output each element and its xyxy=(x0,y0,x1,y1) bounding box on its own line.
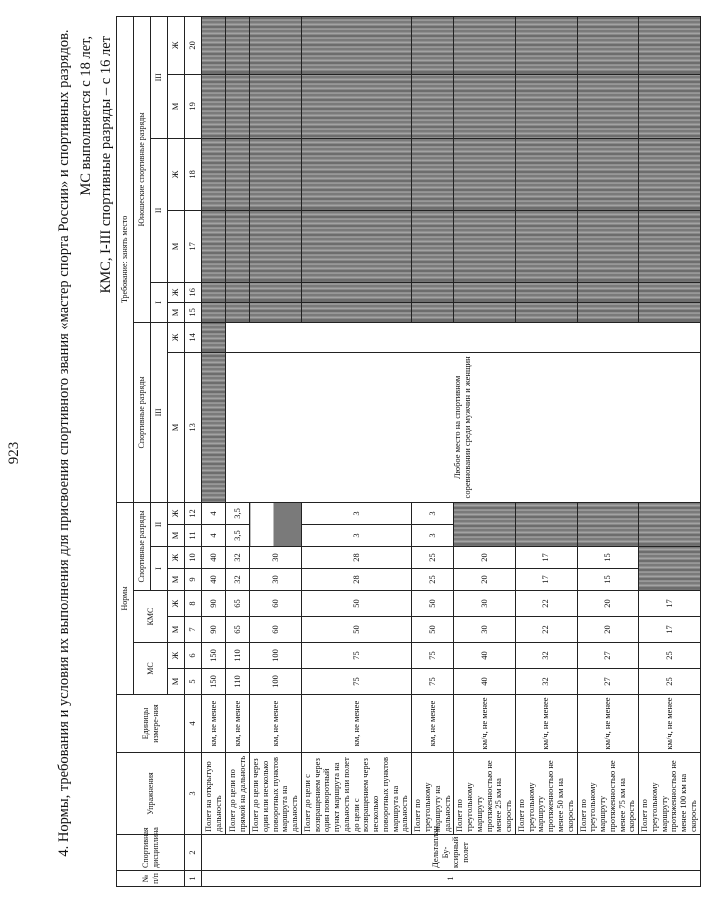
shaded-cell xyxy=(226,282,250,302)
shaded-cell xyxy=(250,138,302,210)
rank-i-m: 28 xyxy=(301,569,411,591)
kms-zh: 30 xyxy=(454,591,516,617)
shaded-cell xyxy=(454,282,516,302)
ms-m: 110 xyxy=(226,669,250,695)
shaded-cell xyxy=(639,282,701,302)
shaded-cell xyxy=(250,16,302,74)
col-number: 6 xyxy=(185,643,202,669)
col-number: 14 xyxy=(185,322,202,352)
ms-m: 32 xyxy=(515,669,577,695)
col-number: 12 xyxy=(185,502,202,524)
shaded-cell xyxy=(639,74,701,138)
header-sport-ranks-2: Спортивные разряды xyxy=(134,322,151,502)
col-number: 18 xyxy=(185,138,202,210)
rank-i-m: 20 xyxy=(454,569,516,591)
unit: км/ч, не менее xyxy=(577,695,639,753)
ms-m: 75 xyxy=(412,669,454,695)
exercise-name: Полет по треугольному маршруту протяженностью не менее 75 км на скорость xyxy=(577,753,639,835)
shaded-cell xyxy=(515,282,577,302)
shaded-cell xyxy=(639,502,701,546)
kms-zh: 90 xyxy=(202,591,226,617)
shaded-cell xyxy=(226,138,250,210)
exercise-name: Полет по треугольному маршруту протяженностью не менее 100 км на скорость xyxy=(639,753,701,835)
header-gender-zh: Ж xyxy=(168,643,185,669)
kms-m: 50 xyxy=(301,617,411,643)
rank-ii-empty xyxy=(250,502,302,546)
header-sport-ranks: Спортивные разряды xyxy=(134,502,151,590)
shaded-cell xyxy=(577,502,639,546)
ms-zh: 100 xyxy=(250,643,302,669)
ms-m: 27 xyxy=(577,669,639,695)
col-number: 4 xyxy=(185,695,202,753)
rank-ii-m: 4 xyxy=(202,525,226,547)
shaded-cell xyxy=(412,74,454,138)
rank-iii-note: Любое место на спортивном соревновании среди мужчин и женщин xyxy=(226,352,701,502)
kms-zh: 17 xyxy=(639,591,701,617)
exercise-name: Полет на открытую дальность xyxy=(202,753,226,835)
shaded-cell xyxy=(202,138,226,210)
shaded-cell xyxy=(412,16,454,74)
unit: км/ч, не менее xyxy=(639,695,701,753)
rank-iii-zh-empty xyxy=(226,322,701,352)
rank-ii-zh: 3,5 xyxy=(226,502,250,524)
header-youth-ranks: Юношеские спортивные разряды xyxy=(134,16,151,322)
shaded-cell xyxy=(515,16,577,74)
unit: км, не менее xyxy=(301,695,411,753)
unit: км, не менее xyxy=(202,695,226,753)
shaded-cell xyxy=(250,74,302,138)
ms-m: 75 xyxy=(301,669,411,695)
header-gender-zh: Ж xyxy=(168,322,185,352)
kms-m: 17 xyxy=(639,617,701,643)
ms-zh: 27 xyxy=(577,643,639,669)
page-number: 923 xyxy=(6,441,22,465)
header-place-requirement: Требование: занять место xyxy=(117,16,134,502)
unit: км, не менее xyxy=(250,695,302,753)
header-gender-zh: Ж xyxy=(168,16,185,74)
shaded-cell xyxy=(202,282,226,302)
header-gender-zh: Ж xyxy=(168,282,185,302)
col-number: 15 xyxy=(185,302,202,322)
ms-m: 150 xyxy=(202,669,226,695)
shaded-cell xyxy=(577,16,639,74)
header-youth-iii: III xyxy=(151,16,168,138)
shaded-cell xyxy=(301,302,411,322)
norms-table xyxy=(116,16,701,887)
ms-zh: 110 xyxy=(226,643,250,669)
ms-zh: 150 xyxy=(202,643,226,669)
shaded-cell xyxy=(412,138,454,210)
header-gender-m: М xyxy=(168,617,185,643)
section-title: 4. Нормы, требования и условия их выполнения для присвоения спортивного звания «мастер спорта России» и спортивных разрядов. xyxy=(56,29,72,857)
kms-m: 50 xyxy=(412,617,454,643)
kms-m: 60 xyxy=(250,617,302,643)
exercise-name: Полет по треугольному маршруту протяженностью не менее 25 км на скорость xyxy=(454,753,516,835)
shaded-cell xyxy=(202,210,226,282)
shaded-cell xyxy=(202,74,226,138)
rank-ii-m: 3,5 xyxy=(226,525,250,547)
shaded-cell xyxy=(639,210,701,282)
shaded-cell xyxy=(515,74,577,138)
kms-zh: 20 xyxy=(577,591,639,617)
table-row xyxy=(202,16,226,886)
header-rank-ii: II xyxy=(151,502,168,546)
shaded-cell xyxy=(454,16,516,74)
col-number: 2 xyxy=(185,835,202,871)
header-kms: КМС xyxy=(134,591,168,643)
ms-m: 25 xyxy=(639,669,701,695)
rank-ii-zh: 3 xyxy=(412,502,454,524)
header-gender-m: М xyxy=(168,352,185,502)
shaded-cell xyxy=(577,74,639,138)
shaded-cell xyxy=(226,74,250,138)
exercise-name: Полет по треугольному маршруту на дальность xyxy=(412,753,454,835)
rank-ii-zh: 3 xyxy=(301,502,411,524)
rank-ii-zh: 4 xyxy=(202,502,226,524)
shaded-cell xyxy=(515,302,577,322)
col-number: 17 xyxy=(185,210,202,282)
shaded-cell xyxy=(412,210,454,282)
shaded-cell xyxy=(250,282,302,302)
rank-i-zh: 15 xyxy=(577,547,639,569)
header-youth-ii: II xyxy=(151,138,168,282)
header-rank-i: I xyxy=(151,547,168,591)
shaded-cell xyxy=(577,138,639,210)
shaded-cell xyxy=(301,138,411,210)
unit: км/ч, не менее xyxy=(515,695,577,753)
shaded-cell xyxy=(301,282,411,302)
exercise-name: Полет до цели с возвращением через один поворотный пункт маршрута на дальность или полет до цели с возвращением через несколько поворотных пунктов маршрута на дальность xyxy=(301,753,411,835)
shaded-cell xyxy=(250,302,302,322)
shaded-cell xyxy=(515,138,577,210)
header-gender-m: М xyxy=(168,525,185,547)
header-units: Единицы измере-ния xyxy=(117,695,185,753)
kms-m: 90 xyxy=(202,617,226,643)
rank-i-zh: 28 xyxy=(301,547,411,569)
shaded-cell xyxy=(202,352,226,502)
shaded-cell xyxy=(639,138,701,210)
unit: км, не менее xyxy=(412,695,454,753)
shaded-cell xyxy=(202,302,226,322)
shaded-cell xyxy=(202,322,226,352)
rank-i-m: 30 xyxy=(250,569,302,591)
header-gender-m: М xyxy=(168,669,185,695)
col-number: 3 xyxy=(185,753,202,835)
shaded-cell xyxy=(202,16,226,74)
ms-zh: 40 xyxy=(454,643,516,669)
shaded-cell xyxy=(412,302,454,322)
shaded-cell xyxy=(454,302,516,322)
unit: км, не менее xyxy=(226,695,250,753)
shaded-cell xyxy=(412,282,454,302)
header-discipline: Спортивная дисциплина xyxy=(117,835,185,871)
rank-i-zh: 30 xyxy=(250,547,302,569)
rank-ii-m: 3 xyxy=(412,525,454,547)
shaded-cell xyxy=(515,210,577,282)
rank-i-zh: 32 xyxy=(226,547,250,569)
rank-i-m: 32 xyxy=(226,569,250,591)
rank-i-m: 15 xyxy=(577,569,639,591)
shaded-cell xyxy=(226,210,250,282)
rank-i-zh: 17 xyxy=(515,547,577,569)
kms-m: 20 xyxy=(577,617,639,643)
kms-zh: 60 xyxy=(250,591,302,617)
shaded-cell xyxy=(577,282,639,302)
shaded-cell xyxy=(301,210,411,282)
header-gender-zh: Ж xyxy=(168,502,185,524)
col-number: 5 xyxy=(185,669,202,695)
shaded-cell xyxy=(639,547,701,591)
age-requirement-ms: МС выполняется с 18 лет, xyxy=(78,36,94,196)
col-number: 13 xyxy=(185,352,202,502)
header-rank-iii: III xyxy=(151,322,168,502)
shaded-cell xyxy=(577,210,639,282)
kms-m: 65 xyxy=(226,617,250,643)
exercise-name: Полет до цели через один или несколько поворотных пунктов маршрута на дальность xyxy=(250,753,302,835)
column-number-row xyxy=(185,16,202,886)
shaded-cell xyxy=(515,502,577,546)
header-gender-m: М xyxy=(168,74,185,138)
shaded-cell xyxy=(577,302,639,322)
col-number: 8 xyxy=(185,591,202,617)
col-number: 20 xyxy=(185,16,202,74)
rank-i-m: 25 xyxy=(412,569,454,591)
discipline-name: Дельтаплан Бу-ксирный полет xyxy=(202,835,701,871)
ms-m: 100 xyxy=(250,669,302,695)
ms-zh: 75 xyxy=(301,643,411,669)
col-number: 1 xyxy=(185,871,202,887)
header-gender-m: М xyxy=(168,210,185,282)
header-norms: Нормы xyxy=(117,502,134,694)
col-number: 16 xyxy=(185,282,202,302)
rank-i-m: 40 xyxy=(202,569,226,591)
ms-m: 40 xyxy=(454,669,516,695)
ms-zh: 75 xyxy=(412,643,454,669)
unit: км/ч, не менее xyxy=(454,695,516,753)
kms-zh: 22 xyxy=(515,591,577,617)
header-gender-zh: Ж xyxy=(168,138,185,210)
rank-i-m: 17 xyxy=(515,569,577,591)
header-gender-m: М xyxy=(168,569,185,591)
ms-zh: 32 xyxy=(515,643,577,669)
header-gender-zh: Ж xyxy=(168,547,185,569)
shaded-cell xyxy=(454,74,516,138)
rank-i-zh: 40 xyxy=(202,547,226,569)
rank-ii-m: 3 xyxy=(301,525,411,547)
col-number: 10 xyxy=(185,547,202,569)
shaded-cell xyxy=(226,16,250,74)
col-number: 7 xyxy=(185,617,202,643)
age-requirement-ranks: КМС, I-III спортивные разряды – с 16 лет xyxy=(98,36,114,294)
shaded-cell xyxy=(639,16,701,74)
kms-zh: 65 xyxy=(226,591,250,617)
header-num: № п/п xyxy=(117,871,185,887)
shaded-cell xyxy=(301,74,411,138)
header-gender-zh: Ж xyxy=(168,591,185,617)
kms-m: 30 xyxy=(454,617,516,643)
rank-i-zh: 20 xyxy=(454,547,516,569)
rank-i-zh: 25 xyxy=(412,547,454,569)
shaded-cell xyxy=(454,138,516,210)
exercise-name: Полет до цели по прямой на дальность xyxy=(226,753,250,835)
col-number: 9 xyxy=(185,569,202,591)
row-number: 1 xyxy=(202,871,701,887)
col-number: 11 xyxy=(185,525,202,547)
header-ms: МС xyxy=(134,643,168,695)
header-gender-m: М xyxy=(168,302,185,322)
col-number: 19 xyxy=(185,74,202,138)
kms-zh: 50 xyxy=(412,591,454,617)
kms-m: 22 xyxy=(515,617,577,643)
exercise-name: Полет по треугольному маршруту протяженностью не менее 50 км на скорость xyxy=(515,753,577,835)
kms-zh: 50 xyxy=(301,591,411,617)
shaded-cell xyxy=(454,502,516,546)
header-youth-i: I xyxy=(151,282,168,322)
shaded-cell xyxy=(301,16,411,74)
shaded-cell xyxy=(454,210,516,282)
shaded-cell xyxy=(639,302,701,322)
header-exercise: Упражнения xyxy=(117,753,185,835)
table-row xyxy=(226,16,250,886)
shaded-cell xyxy=(250,210,302,282)
shaded-cell xyxy=(226,302,250,322)
ms-zh: 25 xyxy=(639,643,701,669)
